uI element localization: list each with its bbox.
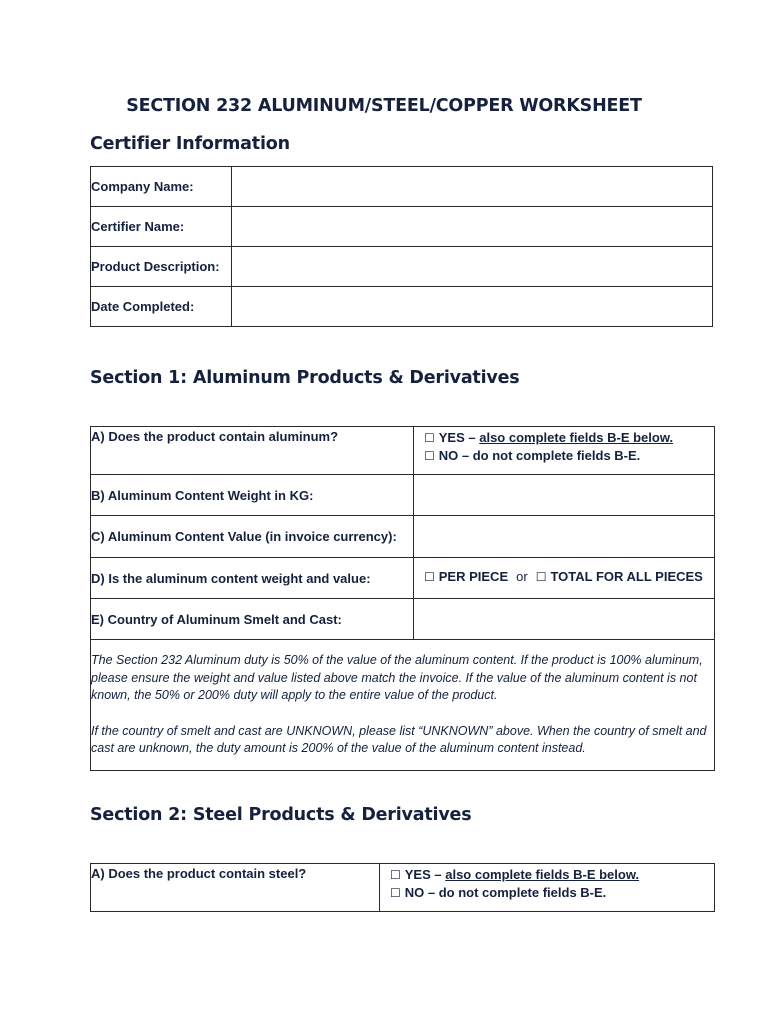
certifier-table xyxy=(90,166,713,327)
aluminum-a-options xyxy=(414,427,715,475)
product-description-field[interactable] xyxy=(232,247,713,287)
aluminum-value-field[interactable] xyxy=(414,516,715,558)
steel-a-options xyxy=(380,864,715,912)
section1-heading: Section 1: Aluminum Products & Derivatives xyxy=(90,368,520,388)
checkbox-icon[interactable]: ☐ xyxy=(424,449,435,463)
certifier-name-label: Certifier Name: xyxy=(91,207,232,247)
aluminum-no-option[interactable]: ☐ NO – do not complete fields B-E. xyxy=(424,448,641,463)
checkbox-icon[interactable]: ☐ xyxy=(390,886,401,900)
certifier-heading: Certifier Information xyxy=(90,134,290,154)
aluminum-weight-field[interactable] xyxy=(414,475,715,516)
date-completed-field[interactable] xyxy=(232,287,713,327)
aluminum-country-field[interactable] xyxy=(414,599,715,640)
product-description-label: Product Description: xyxy=(91,247,232,287)
aluminum-q-b: B) Aluminum Content Weight in KG: xyxy=(91,475,414,516)
checkbox-icon[interactable]: ☐ xyxy=(390,868,401,882)
aluminum-q-a: A) Does the product contain aluminum? xyxy=(91,427,414,475)
total-option[interactable]: ☐ TOTAL FOR ALL PIECES xyxy=(535,569,703,584)
checkbox-icon[interactable]: ☐ xyxy=(424,570,435,584)
aluminum-d-options xyxy=(414,558,715,599)
aluminum-note-1: The Section 232 Aluminum duty is 50% of the value of the aluminum content. If the product is 100% aluminum, please ensure the weight and value listed above match the invoice. If the value of the aluminum content is not known, the 50% or 200% duty will apply to the entire value of the product. xyxy=(91,653,703,702)
certifier-name-field[interactable] xyxy=(232,207,713,247)
section2-heading: Section 2: Steel Products & Derivatives xyxy=(90,805,472,825)
steel-table xyxy=(90,863,715,912)
page-title: SECTION 232 ALUMINUM/STEEL/COPPER WORKSHEET xyxy=(126,96,642,116)
date-completed-label: Date Completed: xyxy=(91,287,232,327)
aluminum-note-2: If the country of smelt and cast are UNKNOWN, please list “UNKNOWN” above. When the country of smelt and cast are unknown, the duty amount is 200% of the value of the aluminum content instead. xyxy=(91,723,707,755)
checkbox-icon[interactable]: ☐ xyxy=(424,431,435,445)
aluminum-q-c: C) Aluminum Content Value (in invoice currency): xyxy=(91,516,414,558)
company-name-field[interactable] xyxy=(232,167,713,207)
steel-q-a: A) Does the product contain steel? xyxy=(91,864,380,912)
or-text: or xyxy=(516,569,528,584)
aluminum-q-e: E) Country of Aluminum Smelt and Cast: xyxy=(91,599,414,640)
aluminum-note xyxy=(91,640,715,771)
aluminum-q-d: D) Is the aluminum content weight and value: xyxy=(91,558,414,599)
company-name-label: Company Name: xyxy=(91,167,232,207)
checkbox-icon[interactable]: ☐ xyxy=(535,570,547,584)
steel-yes-option[interactable]: ☐ YES – also complete fields B-E below. xyxy=(390,867,640,882)
per-piece-option[interactable]: ☐ PER PIECE xyxy=(424,569,509,584)
aluminum-yes-option[interactable]: ☐ YES – also complete fields B-E below. xyxy=(424,430,674,445)
aluminum-table xyxy=(90,426,715,771)
steel-no-option[interactable]: ☐ NO – do not complete fields B-E. xyxy=(390,885,607,900)
